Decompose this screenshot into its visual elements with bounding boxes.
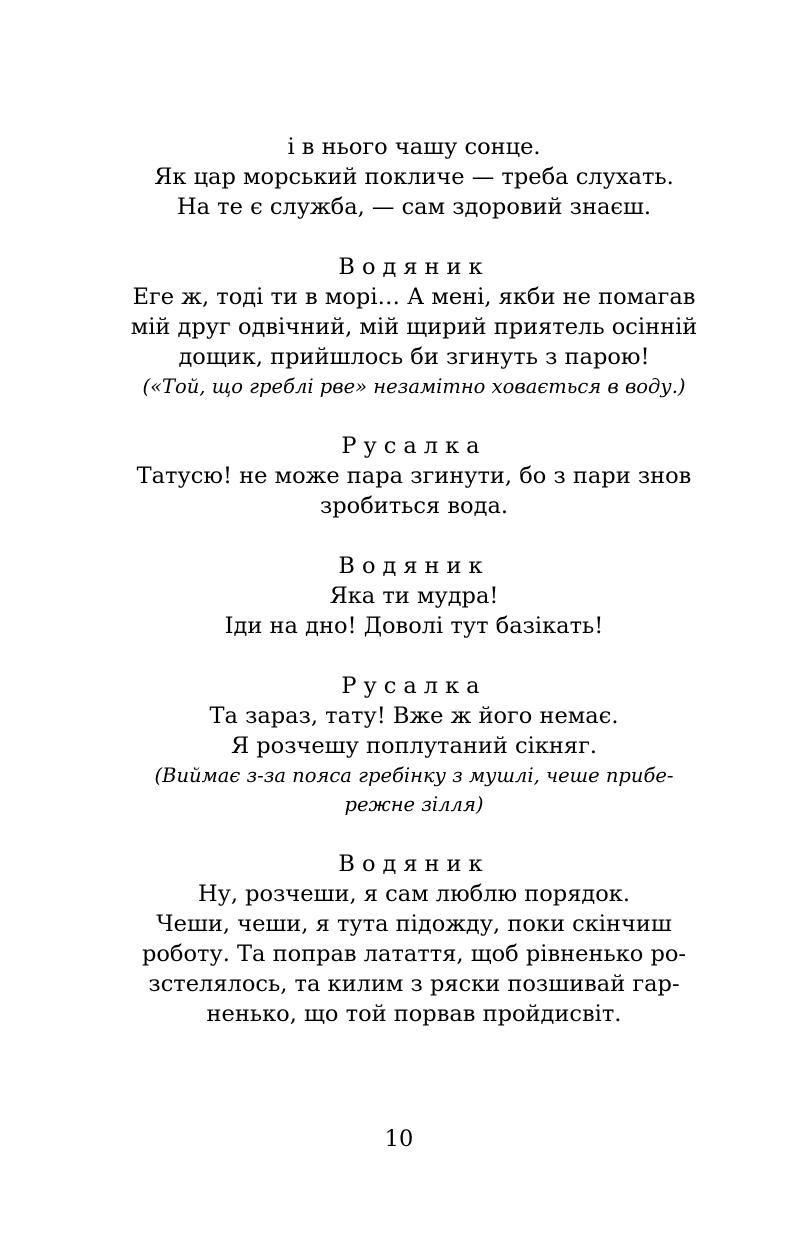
verse-line: Ну, розчеши, я сам люблю порядок. xyxy=(197,881,631,907)
verse-line: Еге ж, тоді ти в морі… А мені, якби не помагав xyxy=(132,284,696,310)
verse-line: дощик, прийшлось би згинуть з парою! xyxy=(178,344,650,370)
verse-line: Як цар морський покличе — треба слухать. xyxy=(154,164,674,190)
stage-direction: («Той, що греблі рве» незамітно ховається в воду.) xyxy=(142,375,686,398)
play-text xyxy=(104,132,724,1029)
verse-line: Чеши, чеши, я тута підожду, поки скінчиш xyxy=(156,911,672,937)
verse-line: мій друг одвічний, мій щирий приятель осінній xyxy=(130,314,698,340)
verse-line: зробиться вода. xyxy=(319,493,509,519)
verse-line: і в нього чашу сонце. xyxy=(287,134,541,160)
verse-line: Яка ти мудра! xyxy=(329,583,499,609)
speaker-name: Русалка xyxy=(341,673,487,699)
verse-line: ненько, що той порвав пройдисвіт. xyxy=(206,1001,622,1027)
stage-direction: (Виймає з-за пояса гребінку з мушлі, чеше прибе- xyxy=(154,764,674,787)
verse-line: Іди на дно! Доволі тут базікать! xyxy=(224,613,604,639)
stage-direction: режне зілля) xyxy=(344,793,484,816)
verse-line: зстелялось, та килим з ряски позшивай гар- xyxy=(148,971,680,997)
speaker-name: Водяник xyxy=(338,553,490,579)
speaker-name: Русалка xyxy=(341,433,487,459)
page-number: 10 xyxy=(384,1126,414,1152)
verse-line: Я розчешу поплутаний сікняг. xyxy=(230,733,598,759)
speaker-name: Водяник xyxy=(338,851,490,877)
verse-line: Та зараз, тату! Вже ж його немає. xyxy=(209,703,619,729)
verse-line: На те є служба, — сам здоровий знаєш. xyxy=(176,194,652,220)
speaker-name: Водяник xyxy=(338,254,490,280)
verse-line: роботу. Та поправ латаття, щоб рівненько ро- xyxy=(141,941,687,967)
verse-line: Татусю! не може пара згинути, бо з пари знов xyxy=(136,463,692,489)
